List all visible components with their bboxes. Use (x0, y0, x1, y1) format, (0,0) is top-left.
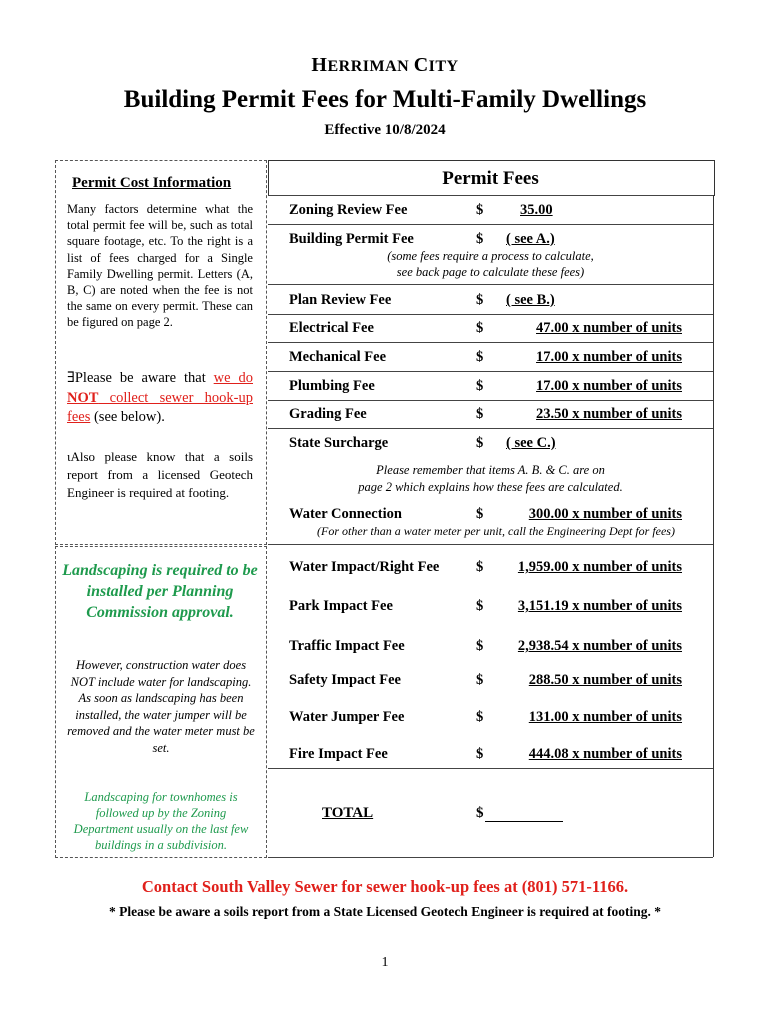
zoning-review-fee-amount: 35.00 (520, 202, 553, 218)
water-connection-note: (For other than a water meter per unit, call the Engineering Dept for fees) (317, 524, 675, 538)
divider (268, 400, 713, 401)
document-title: Building Permit Fees for Multi-Family Dwellings (123, 86, 647, 113)
remember-note-2: page 2 which explains how these fees are calculated. (358, 480, 623, 494)
state-surcharge-currency: $ (476, 435, 484, 451)
traffic-impact-fee-label: Traffic Impact Fee (289, 638, 405, 654)
sewer-notice (67, 369, 253, 428)
mechanical-fee-label: Mechanical Fee (289, 349, 387, 365)
divider (268, 428, 713, 429)
water-connection-label: Water Connection (289, 506, 402, 522)
plan-review-fee-label: Plan Review Fee (289, 292, 392, 308)
grading-fee-label: Grading Fee (289, 406, 367, 422)
remember-note-1: Please remember that items A. B. & C. are on (376, 463, 605, 477)
fire-impact-fee-currency: $ (476, 746, 484, 762)
landscaping-body: However, construction water does NOT include water for landscaping. As soon as landscaping has been installed, the water jumper will be removed and the water meter must be set. (67, 658, 255, 755)
zoning-review-fee-currency: $ (476, 202, 484, 218)
city-initial: H (311, 54, 328, 76)
soils-footnote: * Please be aware a soils report from a State Licensed Geotech Engineer is required at footing. * (109, 904, 661, 919)
water-jumper-fee-amount: 131.00 x number of units (528, 709, 682, 725)
safety-impact-fee-label: Safety Impact Fee (289, 672, 401, 688)
traffic-impact-fee-currency: $ (476, 638, 484, 654)
landscaping-heading: Landscaping is required to be installed per Planning Commission approval. (62, 562, 258, 621)
soils-report-notice: ιAlso please know that a soils report from a licensed Geotech Engineer is required at footing. (67, 449, 253, 500)
fees-right-border (713, 195, 714, 857)
city-name (0, 54, 770, 77)
divider (268, 195, 713, 196)
water-jumper-fee-label: Water Jumper Fee (289, 709, 405, 725)
page-number: 1 (381, 955, 389, 970)
sewer-notice-suffix: (see below). (90, 409, 165, 425)
water-jumper-fee-currency: $ (476, 709, 484, 725)
electrical-fee-label: Electrical Fee (289, 320, 374, 336)
sewer-notice-prefix: ∃Please be aware that (67, 370, 214, 386)
safety-impact-fee-currency: $ (476, 672, 484, 688)
plan-review-fee-amount: ( see B.) (506, 292, 555, 308)
divider (268, 544, 713, 545)
plumbing-fee-currency: $ (476, 378, 484, 394)
total-blank-line (485, 821, 563, 822)
divider (268, 314, 713, 315)
building-permit-fee-label: Building Permit Fee (289, 231, 414, 247)
water-connection-amount: 300.00 x number of units (528, 506, 682, 522)
park-impact-fee-currency: $ (476, 598, 484, 614)
total-label: TOTAL (322, 805, 374, 821)
water-impact-fee-currency: $ (476, 559, 484, 575)
water-impact-fee-amount: 1,959.00 x number of units (517, 559, 682, 575)
divider (268, 768, 713, 769)
permit-cost-info-heading: Permit Cost Information (72, 175, 232, 191)
state-surcharge-amount: ( see C.) (506, 435, 556, 451)
mechanical-fee-amount: 17.00 x number of units (536, 349, 682, 365)
city-second-initial: C (413, 54, 429, 76)
plumbing-fee-label: Plumbing Fee (289, 378, 375, 394)
water-connection-currency: $ (476, 506, 484, 522)
landscaping-townhomes-note: Landscaping for townhomes is followed up by the Zoning Department usually on the last few buildings in a subdivision. (73, 790, 249, 852)
city-rest: ERRIMAN (327, 58, 414, 75)
mechanical-fee-currency: $ (476, 349, 484, 365)
grading-fee-currency: $ (476, 406, 484, 422)
sewer-notice-red-1: we do (213, 370, 253, 386)
zoning-review-fee-label: Zoning Review Fee (289, 202, 408, 218)
divider (268, 342, 713, 343)
building-permit-fee-currency: $ (476, 231, 484, 247)
park-impact-fee-label: Park Impact Fee (289, 598, 393, 614)
fire-impact-fee-amount: 444.08 x number of units (528, 746, 682, 762)
grading-fee-amount: 23.50 x number of units (536, 406, 682, 422)
plumbing-fee-amount: 17.00 x number of units (536, 378, 682, 394)
effective-date: Effective 10/8/2024 (324, 122, 446, 138)
permit-fees-heading: Permit Fees (442, 168, 539, 189)
electrical-fee-currency: $ (476, 320, 484, 336)
traffic-impact-fee-amount: 2,938.54 x number of units (517, 638, 682, 654)
building-permit-fee-amount: ( see A.) (506, 231, 555, 247)
water-impact-fee-label: Water Impact/Right Fee (289, 559, 440, 575)
city-second-rest: ITY (428, 58, 459, 75)
permit-cost-info-text: Many factors determine what the total permit fee will be, such as total square footage, etc. To the right is a list of fees charged for a Single Family Dwelling permit. Letters (A, B, C) are noted when the fee is not the same on every permit. These can be figured on page 2. (67, 202, 253, 330)
divider (268, 284, 713, 285)
divider (268, 224, 713, 225)
fire-impact-fee-label: Fire Impact Fee (289, 746, 388, 762)
safety-impact-fee-amount: 288.50 x number of units (528, 672, 682, 688)
building-permit-note-1: (some fees require a process to calculate, (387, 249, 594, 263)
plan-review-fee-currency: $ (476, 292, 484, 308)
park-impact-fee-amount: 3,151.19 x number of units (517, 598, 682, 614)
divider (268, 371, 713, 372)
electrical-fee-amount: 47.00 x number of units (536, 320, 682, 336)
state-surcharge-label: State Surcharge (289, 435, 389, 451)
total-currency: $ (476, 805, 484, 821)
fees-bottom-border (268, 857, 713, 858)
sewer-notice-not: NOT (67, 389, 99, 406)
sewer-contact-notice: Contact South Valley Sewer for sewer hook-up fees at (801) 571-1166. (141, 877, 629, 896)
building-permit-note-2: see back page to calculate these fees) (396, 265, 585, 279)
sewer-notice-red-2: collect sewer hook-up fees (67, 389, 253, 425)
